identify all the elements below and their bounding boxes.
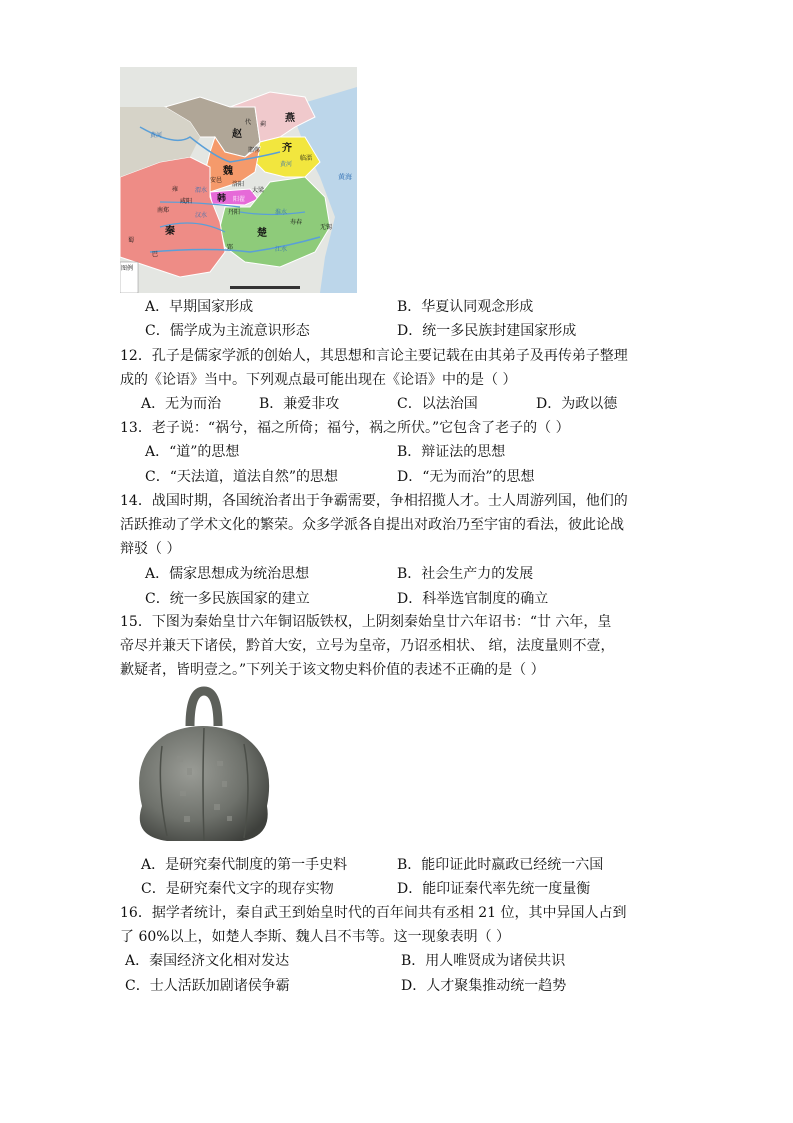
place-ying: 郢: [227, 244, 234, 251]
q15-stem-line2: 帝尽并兼天下诸侯，黔首大安，立号为皇帝，乃诏丞相状、 绾，法度量则不壹，: [120, 638, 615, 654]
q16-stem-line2: 了 60%以上，如楚人李斯、魏人吕不韦等。这一现象表明（ ）: [120, 929, 511, 945]
river-huanghe-west: 黄河: [150, 132, 163, 139]
q12-option-b[interactable]: B．兼爱非攻: [259, 396, 340, 412]
q14-option-d[interactable]: D．科举选官制度的确立: [397, 591, 549, 607]
place-anyi: 安邑: [210, 177, 223, 184]
q12-stem-line2: 成的《论语》当中。下列观点最可能出现在《论语》中的是（ ）: [120, 372, 517, 388]
q14-stem-line2: 活跃推动了学术文化的繁荣。众多学派各自提出对政治乃至宇宙的看法，彼此论战: [120, 517, 624, 533]
place-linzi: 临淄: [300, 155, 313, 162]
place-luoyang: 洛阳: [232, 181, 245, 188]
place-daliang: 大梁: [252, 187, 265, 194]
q15-option-d[interactable]: D．能印证秦代率先统一度量衡: [397, 881, 591, 897]
place-shouchun: 寿春: [290, 219, 303, 226]
place-ba: 巴: [152, 251, 159, 258]
q13-option-d[interactable]: D．“无为而治”的思想: [397, 469, 535, 485]
q14-option-c[interactable]: C．统一多民族国家的建立: [145, 591, 310, 607]
place-wuxi: 无锡: [320, 224, 333, 231]
q15-stem-line1: 15．下图为秦始皇廿六年铜诏版铁权，上阴刻秦始皇廿六年诏书：“廿 六年，皇: [120, 614, 612, 630]
q11-option-b[interactable]: B．华夏认同观念形成: [397, 299, 534, 315]
label-qi: 齐: [282, 143, 292, 154]
place-handan: 邯郸: [248, 147, 261, 154]
q14-option-b[interactable]: B．社会生产力的发展: [397, 566, 534, 582]
label-qin: 秦: [165, 226, 175, 237]
place-danyang: 丹阳: [228, 209, 241, 216]
place-nanzheng: 南郑: [157, 207, 170, 214]
q12-option-d[interactable]: D．为政以德: [536, 396, 618, 412]
place-shu: 蜀: [128, 237, 135, 244]
river-hanshui: 汉水: [195, 212, 208, 219]
place-xianyang: 咸阳: [180, 198, 193, 205]
label-han: 韩: [217, 194, 227, 204]
place-yangdi: 阳翟: [233, 196, 246, 203]
q12-option-c[interactable]: C．以法治国: [397, 396, 478, 412]
q16-option-a[interactable]: A．秦国经济文化相对发达: [125, 953, 290, 969]
river-huaishui: 淮水: [275, 209, 288, 216]
weight-graphic: [122, 686, 284, 846]
river-jiangshui: 江水: [275, 246, 288, 253]
q16-option-b[interactable]: B．用人唯贤成为诸侯共识: [401, 953, 566, 969]
q11-option-c[interactable]: C．儒学成为主流意识形态: [145, 323, 310, 339]
label-wei: 魏: [223, 166, 233, 177]
map-legend: 图例: [121, 265, 134, 272]
q13-option-c[interactable]: C．“天法道，道法自然”的思想: [145, 469, 339, 485]
q13-stem-line1: 13．老子说：“祸兮，福之所倚；福兮，祸之所伏。”它包含了老子的（ ）: [120, 420, 570, 436]
q15-option-b[interactable]: B．能印证此时嬴政已经统一六国: [397, 857, 604, 873]
sea-huanghai: 黄海: [338, 173, 352, 181]
q11-option-a[interactable]: A．早期国家形成: [145, 299, 254, 315]
place-dai: 代: [245, 119, 252, 126]
q16-stem-line1: 16．据学者统计，秦自武王到始皇时代的百年间共有丞相 21 位，其中异国人占到: [120, 905, 627, 921]
q12-stem-line1: 12．孔子是儒家学派的创始人，其思想和言论主要记载在由其弟子及再传弟子整理: [120, 348, 628, 364]
q12-option-a[interactable]: A．无为而治: [141, 396, 222, 412]
label-zhao: 赵: [232, 129, 242, 140]
place-ji: 蓟: [260, 121, 267, 128]
label-yan: 燕: [285, 113, 295, 124]
river-weishui: 渭水: [195, 187, 208, 194]
river-huanghe-east: 黄河: [280, 161, 293, 168]
q14-stem-line3: 辩驳（ ）: [120, 541, 181, 557]
place-yong: 雍: [172, 186, 179, 193]
q15-stem-line3: 歉疑者，皆明壹之。”下列关于该文物史料价值的表述不正确的是（ ）: [120, 662, 545, 678]
q15-option-a[interactable]: A．是研究秦代制度的第一手史料: [141, 857, 348, 873]
q14-stem-line1: 14．战国时期，各国统治者出于争霸需要，争相招揽人才。士人周游列国，他们的: [120, 493, 628, 509]
q11-option-d[interactable]: D．统一多民族封建国家形成: [397, 323, 577, 339]
qin-iron-weight-photo: [122, 686, 284, 846]
q15-option-c[interactable]: C．是研究秦代文字的现存实物: [141, 881, 334, 897]
q14-option-a[interactable]: A．儒家思想成为统治思想: [145, 566, 310, 582]
warring-states-map: [120, 67, 357, 293]
q16-option-c[interactable]: C．士人活跃加剧诸侯争霸: [125, 978, 290, 994]
label-chu: 楚: [257, 228, 267, 239]
q16-option-d[interactable]: D．人才聚集推动统一趋势: [401, 978, 567, 994]
q13-option-b[interactable]: B．辩证法的思想: [397, 444, 506, 460]
q13-option-a[interactable]: A．“道”的思想: [145, 444, 240, 460]
